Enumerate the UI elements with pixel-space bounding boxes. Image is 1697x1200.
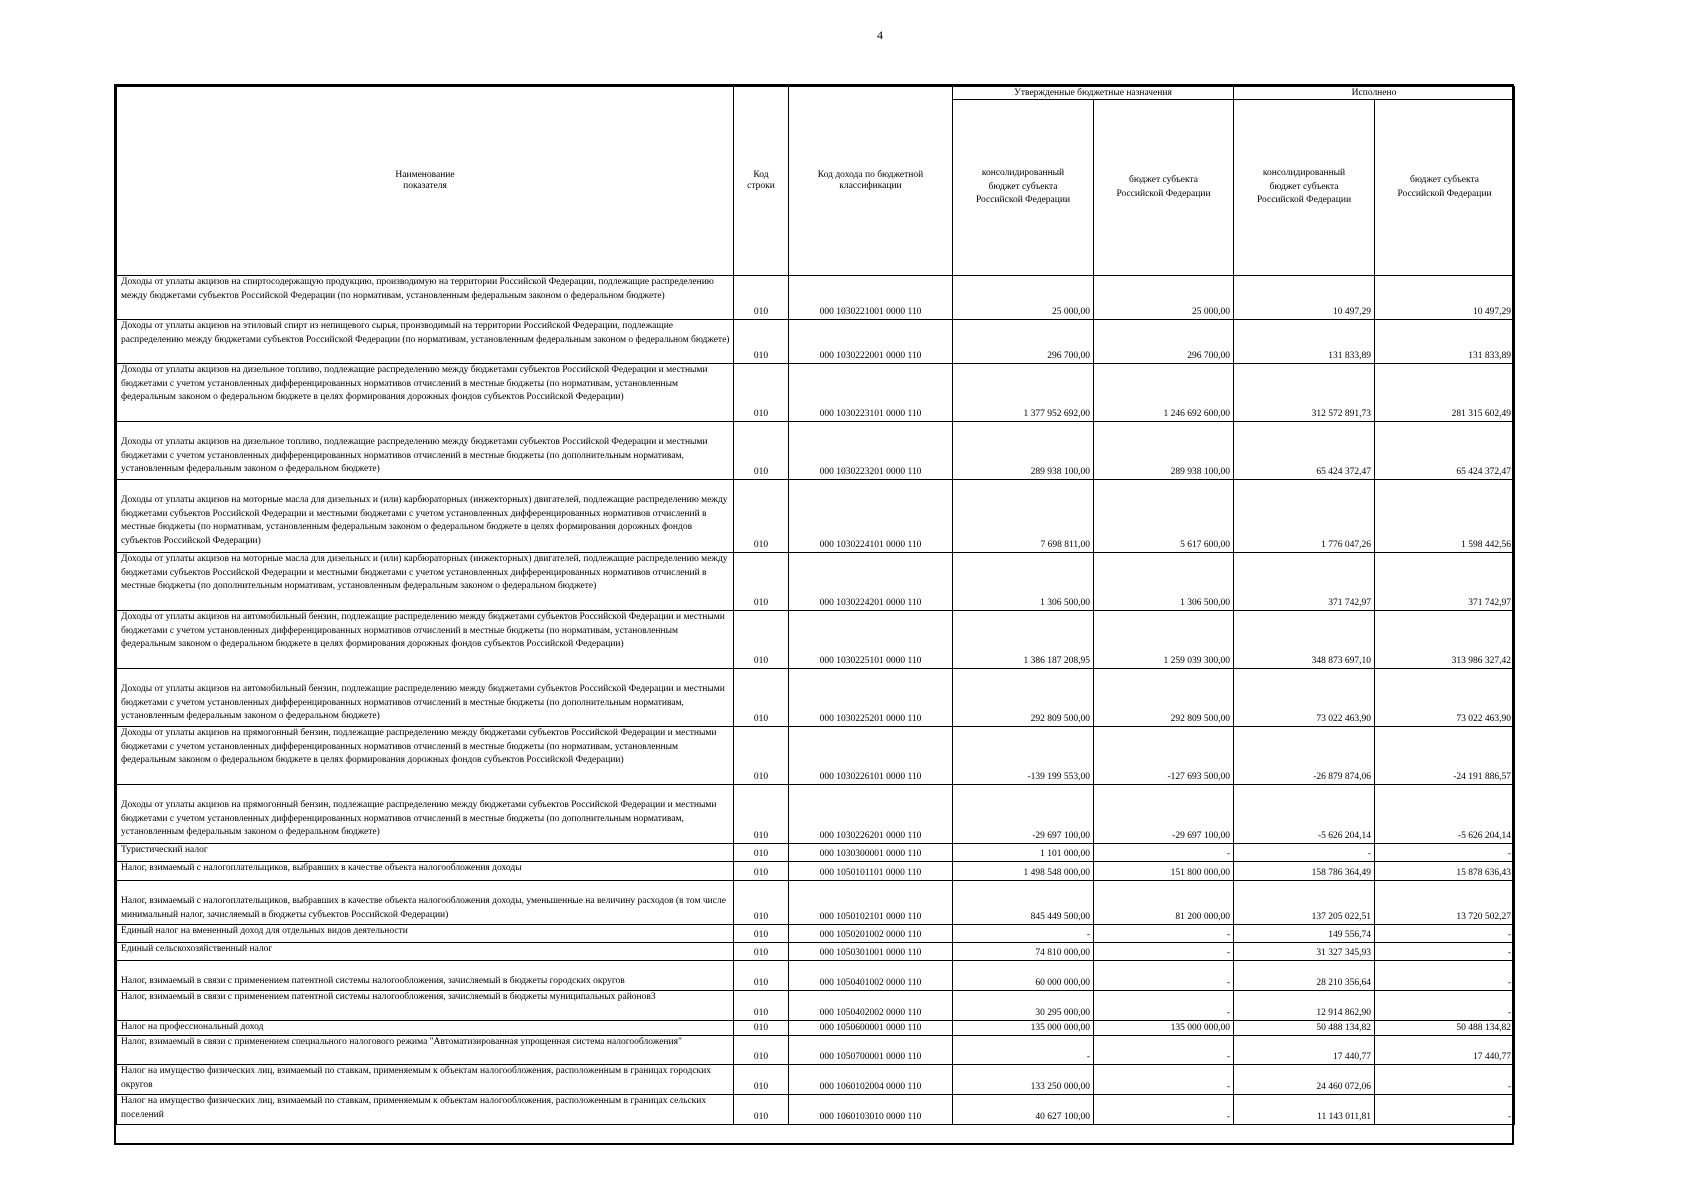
- row-approved-subject: -: [1094, 1065, 1234, 1095]
- row-name: Доходы от уплаты акцизов на моторные масла для дизельных и (или) карбюраторных (инжекторных) двигателей, подлежащие распределению между бюджетами субъектов Российской Федерации и местными бюджетами с учетом установленных дифференцированных нормативов отчислений в местные бюджеты (по дополнительным нормативам, установленным федеральным законом о федеральном бюджете): [117, 553, 734, 611]
- table-row: [117, 1021, 1515, 1036]
- table-row: [117, 480, 1515, 553]
- row-kbk: 000 1050600001 0000 110: [789, 1021, 953, 1036]
- header-approved-subject: бюджет субъекта Российской Федерации: [1094, 100, 1234, 276]
- row-approved-subject: 1 246 692 600,00: [1094, 364, 1234, 422]
- row-name: Туристический налог: [117, 844, 734, 862]
- table-row: [117, 320, 1515, 364]
- row-approved-subject: -: [1094, 943, 1234, 961]
- row-approved-subject: 289 938 100,00: [1094, 422, 1234, 480]
- row-line-code: 010: [734, 862, 789, 881]
- row-name: Доходы от уплаты акцизов на дизельное топливо, подлежащие распределению между бюджетами субъектов Российской Федерации и местными бюджетами с учетом установленных дифференцированных нормативов отчислений в местные бюджеты (по нормативам, установленным федеральным законом о федеральном бюджете в целях формирования дорожных фондов субъектов Российской Федерации): [117, 364, 734, 422]
- row-executed-consolidated: 12 914 862,90: [1234, 991, 1375, 1021]
- row-name: Налог, взимаемый в связи с применением патентной системы налогообложения, зачисляемый в бюджеты муниципальных районов3: [117, 991, 734, 1021]
- row-line-code: 010: [734, 364, 789, 422]
- row-executed-consolidated: 28 210 356,64: [1234, 961, 1375, 991]
- row-executed-subject: -: [1375, 1095, 1515, 1125]
- table-row: [117, 1065, 1515, 1095]
- table-row: [117, 1036, 1515, 1065]
- row-executed-subject: -24 191 886,57: [1375, 727, 1515, 785]
- row-line-code: 010: [734, 422, 789, 480]
- table-row: [117, 881, 1515, 925]
- row-line-code: 010: [734, 1036, 789, 1065]
- row-approved-subject: -: [1094, 1095, 1234, 1125]
- row-executed-consolidated: 348 873 697,10: [1234, 611, 1375, 669]
- row-executed-consolidated: 1 776 047,26: [1234, 480, 1375, 553]
- row-approved-consolidated: 296 700,00: [953, 320, 1094, 364]
- row-name: Доходы от уплаты акцизов на моторные масла для дизельных и (или) карбюраторных (инжекторных) двигателей, подлежащие распределению между бюджетами субъектов Российской Федерации и местными бюджетами с учетом установленных дифференцированных нормативов отчислений в местные бюджеты (по нормативам, установленным федеральным законом о федеральном бюджете в целях формирования дорожных фондов субъектов Российской Федерации): [117, 480, 734, 553]
- header-approved-group: Утвержденные бюджетные назначения: [953, 87, 1234, 100]
- row-approved-consolidated: 1 306 500,00: [953, 553, 1094, 611]
- row-line-code: 010: [734, 553, 789, 611]
- table-row: [117, 611, 1515, 669]
- table-row: [117, 669, 1515, 727]
- row-executed-subject: -: [1375, 1065, 1515, 1095]
- row-line-code: 010: [734, 1021, 789, 1036]
- table-row: [117, 422, 1515, 480]
- row-executed-subject: 1 598 442,56: [1375, 480, 1515, 553]
- row-line-code: 010: [734, 480, 789, 553]
- row-executed-consolidated: -5 626 204,14: [1234, 785, 1375, 844]
- row-executed-consolidated: 50 488 134,82: [1234, 1021, 1375, 1036]
- row-name: Единый налог на вмененный доход для отдельных видов деятельности: [117, 925, 734, 943]
- row-name: Доходы от уплаты акцизов на этиловый спирт из непищевого сырья, производимый на территории Российской Федерации, подлежащие распределению между бюджетами субъектов Российской Федерации (по нормативам, установленным федеральным законом о федеральном бюджете): [117, 320, 734, 364]
- row-kbk: 000 1050301001 0000 110: [789, 943, 953, 961]
- row-executed-consolidated: 31 327 345,93: [1234, 943, 1375, 961]
- row-name: Налог, взимаемый в связи с применением специального налогового режима "Автоматизированная упрощенная система налогообложения": [117, 1036, 734, 1065]
- row-executed-subject: 13 720 502,27: [1375, 881, 1515, 925]
- row-executed-consolidated: 149 556,74: [1234, 925, 1375, 943]
- header-name: Наименование показателя: [117, 87, 734, 276]
- row-approved-subject: -: [1094, 1036, 1234, 1065]
- row-name: Доходы от уплаты акцизов на автомобильный бензин, подлежащие распределению между бюджетами субъектов Российской Федерации и местными бюджетами с учетом установленных дифференцированных нормативов отчислений в местные бюджеты (по дополнительным нормативам, установленным федеральным законом о федеральном бюджете): [117, 669, 734, 727]
- row-executed-consolidated: 73 022 463,90: [1234, 669, 1375, 727]
- row-line-code: 010: [734, 276, 789, 320]
- row-executed-subject: 65 424 372,47: [1375, 422, 1515, 480]
- row-kbk: 000 1030224201 0000 110: [789, 553, 953, 611]
- row-name: Налог, взимаемый с налогоплательщиков, выбравших в качестве объекта налогообложения доходы: [117, 862, 734, 881]
- row-executed-subject: -: [1375, 991, 1515, 1021]
- row-line-code: 010: [734, 320, 789, 364]
- row-name: Доходы от уплаты акцизов на автомобильный бензин, подлежащие распределению между бюджетами субъектов Российской Федерации и местными бюджетами с учетом установленных дифференцированных нормативов отчислений в местные бюджеты (по нормативам, установленным федеральным законом о федеральном бюджете в целях формирования дорожных фондов субъектов Российской Федерации): [117, 611, 734, 669]
- row-kbk: 000 1030223101 0000 110: [789, 364, 953, 422]
- row-approved-consolidated: -: [953, 925, 1094, 943]
- row-line-code: 010: [734, 669, 789, 727]
- row-kbk: 000 1050201002 0000 110: [789, 925, 953, 943]
- header-executed-subject: бюджет субъекта Российской Федерации: [1375, 100, 1515, 276]
- row-executed-consolidated: 131 833,89: [1234, 320, 1375, 364]
- row-kbk: 000 1030223201 0000 110: [789, 422, 953, 480]
- row-executed-consolidated: 312 572 891,73: [1234, 364, 1375, 422]
- table-row: [117, 925, 1515, 943]
- row-approved-subject: 5 617 600,00: [1094, 480, 1234, 553]
- row-approved-subject: -: [1094, 991, 1234, 1021]
- row-approved-subject: 25 000,00: [1094, 276, 1234, 320]
- row-approved-consolidated: 845 449 500,00: [953, 881, 1094, 925]
- row-name: Налог на имущество физических лиц, взимаемый по ставкам, применяемым к объектам налогообложения, расположенным в границах городских округов: [117, 1065, 734, 1095]
- row-kbk: 000 1060102004 0000 110: [789, 1065, 953, 1095]
- row-approved-consolidated: 289 938 100,00: [953, 422, 1094, 480]
- row-executed-consolidated: 158 786 364,49: [1234, 862, 1375, 881]
- table-row: [117, 862, 1515, 881]
- budget-revenue-table: [116, 86, 1515, 1125]
- row-name: Доходы от уплаты акцизов на прямогонный бензин, подлежащие распределению между бюджетами субъектов Российской Федерации и местными бюджетами с учетом установленных дифференцированных нормативов отчислений в местные бюджеты (по нормативам, установленным федеральным законом о федеральном бюджете в целях формирования дорожных фондов субъектов Российской Федерации): [117, 727, 734, 785]
- row-executed-consolidated: -: [1234, 844, 1375, 862]
- row-approved-consolidated: 1 377 952 692,00: [953, 364, 1094, 422]
- row-approved-consolidated: 60 000 000,00: [953, 961, 1094, 991]
- row-name: Доходы от уплаты акцизов на дизельное топливо, подлежащие распределению между бюджетами субъектов Российской Федерации и местными бюджетами с учетом установленных дифференцированных нормативов отчислений в местные бюджеты (по дополнительным нормативам, установленным федеральным законом о федеральном бюджете): [117, 422, 734, 480]
- row-line-code: 010: [734, 1095, 789, 1125]
- row-kbk: 000 1060103010 0000 110: [789, 1095, 953, 1125]
- row-approved-consolidated: 30 295 000,00: [953, 991, 1094, 1021]
- table-row: [117, 553, 1515, 611]
- page-number: 4: [877, 28, 883, 42]
- row-executed-consolidated: -26 879 874,06: [1234, 727, 1375, 785]
- row-line-code: 010: [734, 727, 789, 785]
- row-approved-subject: 81 200 000,00: [1094, 881, 1234, 925]
- table-row: [117, 991, 1515, 1021]
- row-name: Налог, взимаемый с налогоплательщиков, выбравших в качестве объекта налогообложения доходы, уменьшенные на величину расходов (в том числе минимальный налог, зачисляемый в бюджеты субъектов Российской Федерации): [117, 881, 734, 925]
- row-kbk: 000 1050102101 0000 110: [789, 881, 953, 925]
- header-line-code: Код строки: [734, 87, 789, 276]
- row-executed-subject: 50 488 134,82: [1375, 1021, 1515, 1036]
- row-executed-consolidated: 11 143 011,81: [1234, 1095, 1375, 1125]
- row-kbk: 000 1050101101 0000 110: [789, 862, 953, 881]
- row-approved-consolidated: 25 000,00: [953, 276, 1094, 320]
- row-approved-consolidated: 133 250 000,00: [953, 1065, 1094, 1095]
- row-line-code: 010: [734, 611, 789, 669]
- row-executed-subject: -: [1375, 961, 1515, 991]
- row-executed-consolidated: 137 205 022,51: [1234, 881, 1375, 925]
- row-executed-consolidated: 17 440,77: [1234, 1036, 1375, 1065]
- row-approved-consolidated: -: [953, 1036, 1094, 1065]
- row-kbk: 000 1030225201 0000 110: [789, 669, 953, 727]
- row-executed-subject: -: [1375, 844, 1515, 862]
- row-approved-subject: 151 800 000,00: [1094, 862, 1234, 881]
- table-body: [117, 276, 1515, 1125]
- row-kbk: 000 1030226201 0000 110: [789, 785, 953, 844]
- row-approved-consolidated: 292 809 500,00: [953, 669, 1094, 727]
- row-line-code: 010: [734, 925, 789, 943]
- row-kbk: 000 1050401002 0000 110: [789, 961, 953, 991]
- row-approved-subject: 296 700,00: [1094, 320, 1234, 364]
- row-kbk: 000 1030222001 0000 110: [789, 320, 953, 364]
- row-approved-consolidated: 40 627 100,00: [953, 1095, 1094, 1125]
- row-kbk: 000 1030224101 0000 110: [789, 480, 953, 553]
- row-line-code: 010: [734, 991, 789, 1021]
- header-approved-consolidated: консолидированный бюджет субъекта Российской Федерации: [953, 100, 1094, 276]
- row-executed-subject: 15 878 636,43: [1375, 862, 1515, 881]
- row-kbk: 000 1050402002 0000 110: [789, 991, 953, 1021]
- row-approved-consolidated: -29 697 100,00: [953, 785, 1094, 844]
- row-kbk: 000 1030225101 0000 110: [789, 611, 953, 669]
- row-executed-subject: 10 497,29: [1375, 276, 1515, 320]
- row-executed-consolidated: 371 742,97: [1234, 553, 1375, 611]
- row-executed-subject: 73 022 463,90: [1375, 669, 1515, 727]
- row-executed-subject: 131 833,89: [1375, 320, 1515, 364]
- row-executed-subject: 17 440,77: [1375, 1036, 1515, 1065]
- row-executed-consolidated: 65 424 372,47: [1234, 422, 1375, 480]
- row-line-code: 010: [734, 961, 789, 991]
- row-name: Налог, взимаемый в связи с применением патентной системы налогообложения, зачисляемый в бюджеты городских округов: [117, 961, 734, 991]
- table-row: [117, 364, 1515, 422]
- row-executed-subject: 371 742,97: [1375, 553, 1515, 611]
- row-approved-subject: -127 693 500,00: [1094, 727, 1234, 785]
- row-approved-consolidated: 1 101 000,00: [953, 844, 1094, 862]
- row-line-code: 010: [734, 785, 789, 844]
- row-executed-subject: -: [1375, 943, 1515, 961]
- row-approved-subject: 1 259 039 300,00: [1094, 611, 1234, 669]
- table-row: [117, 727, 1515, 785]
- row-name: Налог на имущество физических лиц, взимаемый по ставкам, применяемым к объектам налогообложения, расположенным в границах сельских поселений: [117, 1095, 734, 1125]
- row-name: Налог на профессиональный доход: [117, 1021, 734, 1036]
- row-approved-consolidated: 1 498 548 000,00: [953, 862, 1094, 881]
- table-row: [117, 1095, 1515, 1125]
- table-row: [117, 961, 1515, 991]
- row-name: Единый сельскохозяйственный налог: [117, 943, 734, 961]
- row-approved-consolidated: 1 386 187 208,95: [953, 611, 1094, 669]
- row-line-code: 010: [734, 881, 789, 925]
- row-kbk: 000 1030221001 0000 110: [789, 276, 953, 320]
- table-row: [117, 943, 1515, 961]
- row-approved-consolidated: 7 698 811,00: [953, 480, 1094, 553]
- header-executed-consolidated: консолидированный бюджет субъекта Российской Федерации: [1234, 100, 1375, 276]
- row-approved-subject: 135 000 000,00: [1094, 1021, 1234, 1036]
- row-approved-subject: -: [1094, 844, 1234, 862]
- row-kbk: 000 1030226101 0000 110: [789, 727, 953, 785]
- row-name: Доходы от уплаты акцизов на спиртосодержащую продукцию, производимую на территории Российской Федерации, подлежащие распределению между бюджетами субъектов Российской Федерации (по нормативам, установленным федеральным законом о федеральном бюджете): [117, 276, 734, 320]
- row-approved-subject: -: [1094, 961, 1234, 991]
- row-approved-subject: 292 809 500,00: [1094, 669, 1234, 727]
- row-approved-subject: -: [1094, 925, 1234, 943]
- row-approved-consolidated: -139 199 553,00: [953, 727, 1094, 785]
- row-approved-consolidated: 135 000 000,00: [953, 1021, 1094, 1036]
- row-executed-consolidated: 24 460 072,06: [1234, 1065, 1375, 1095]
- row-name: Доходы от уплаты акцизов на прямогонный бензин, подлежащие распределению между бюджетами субъектов Российской Федерации и местными бюджетами с учетом установленных дифференцированных нормативов отчислений в местные бюджеты (по дополнительным нормативам, установленным федеральным законом о федеральном бюджете): [117, 785, 734, 844]
- header-executed-group: Исполнено: [1234, 87, 1515, 100]
- row-line-code: 010: [734, 943, 789, 961]
- row-approved-consolidated: 74 810 000,00: [953, 943, 1094, 961]
- row-kbk: 000 1050700001 0000 110: [789, 1036, 953, 1065]
- row-kbk: 000 1030300001 0000 110: [789, 844, 953, 862]
- row-executed-subject: 313 986 327,42: [1375, 611, 1515, 669]
- row-line-code: 010: [734, 1065, 789, 1095]
- row-executed-subject: -: [1375, 925, 1515, 943]
- table-row: [117, 844, 1515, 862]
- row-executed-subject: 281 315 602,49: [1375, 364, 1515, 422]
- table-row: [117, 785, 1515, 844]
- row-approved-subject: 1 306 500,00: [1094, 553, 1234, 611]
- row-executed-subject: -5 626 204,14: [1375, 785, 1515, 844]
- row-approved-subject: -29 697 100,00: [1094, 785, 1234, 844]
- row-line-code: 010: [734, 844, 789, 862]
- header-kbk: Код дохода по бюджетной классификации: [789, 87, 953, 276]
- row-executed-consolidated: 10 497,29: [1234, 276, 1375, 320]
- table-row: [117, 276, 1515, 320]
